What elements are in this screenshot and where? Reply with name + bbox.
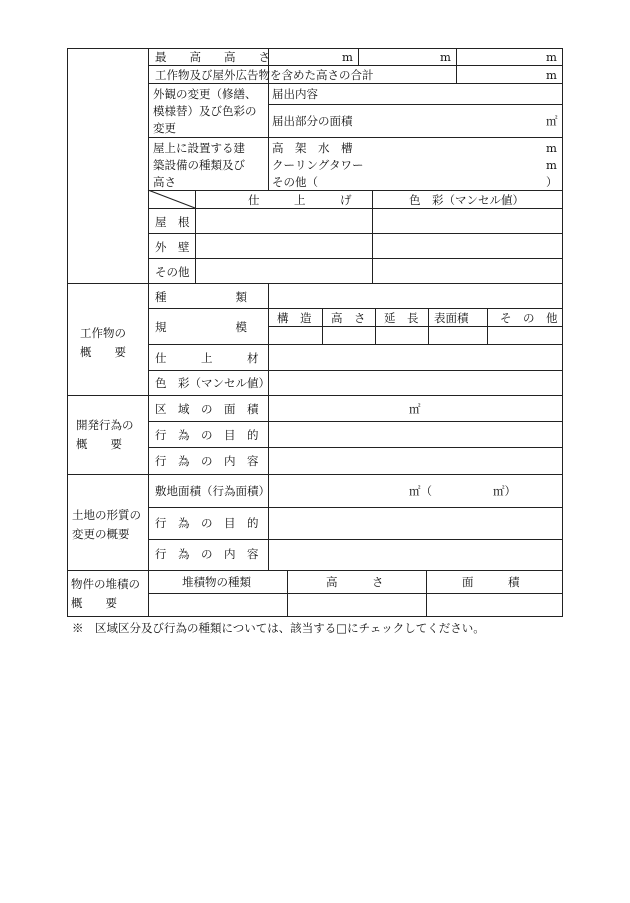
exterior-change-label: 外観の変更（修繕、 模様替）及び色彩の 変更 xyxy=(153,87,257,135)
scale-col-surface: 表面積 xyxy=(434,311,469,325)
unit-m: m xyxy=(546,68,557,82)
land-purpose-label: 行 為 の 目 的 xyxy=(155,516,259,530)
part-wall: 外 壁 xyxy=(155,240,190,254)
color-munsell-label: 色 彩（マンセル値） xyxy=(155,376,270,390)
deposit-height-header: 高 さ xyxy=(326,575,384,589)
finish-header: 仕 上 げ xyxy=(248,193,352,207)
deposit-area-header: 面 積 xyxy=(462,575,520,589)
scale-col-other: そ の 他 xyxy=(500,311,558,325)
area-label: 区 域 の 面 積 xyxy=(155,402,259,416)
footnote: ※ 区域区分及び行為の種類については、該当する□にチェックしてください。 xyxy=(72,621,485,635)
land-content-label: 行 為 の 内 容 xyxy=(155,547,259,561)
unit-m: m xyxy=(440,50,451,64)
development-title: 開発行為の 概 要 xyxy=(76,418,134,451)
rooftop-label: 屋上に設置する建 築設備の種類及び 高さ xyxy=(153,141,245,189)
deposit-title: 物件の堆積の 概 要 xyxy=(71,577,140,610)
rooftop-units: m m ） xyxy=(546,141,558,189)
total-height-label: 工作物及び屋外広告物を含めた高さの合計 xyxy=(155,68,374,82)
scale-col-structure: 構 造 xyxy=(277,311,312,325)
notification-content-label: 届出内容 xyxy=(272,87,318,101)
dev-content-label: 行 為 の 内 容 xyxy=(155,454,259,468)
structure-title: 工作物の 概 要 xyxy=(80,326,126,359)
type-label: 種 類 xyxy=(155,290,247,304)
part-roof: 屋 根 xyxy=(155,215,190,229)
scale-label: 規 模 xyxy=(155,320,247,334)
rooftop-items: 高 架 水 槽 クーリングタワー その他（ xyxy=(272,141,364,189)
unit-m2: ㎡ xyxy=(546,114,558,128)
scale-col-length: 延 長 xyxy=(384,311,419,325)
scale-col-height: 高 さ xyxy=(331,311,366,325)
land-title: 土地の形質の 変更の概要 xyxy=(72,508,141,541)
site-area-unit: ㎡（ xyxy=(409,484,432,498)
color-header: 色 彩（マンセル値） xyxy=(409,193,524,207)
site-area-unit2: ㎡） xyxy=(493,484,516,498)
site-area-label: 敷地面積（行為面積） xyxy=(155,484,270,498)
unit-m: m xyxy=(342,50,353,64)
unit-m: m xyxy=(546,50,557,64)
deposit-type-header: 堆積物の種類 xyxy=(182,575,251,589)
part-other: その他 xyxy=(155,265,190,279)
max-height-label: 最 高 高 さ xyxy=(155,50,270,64)
area-unit: ㎡ xyxy=(409,402,421,416)
finish-material-label: 仕 上 材 xyxy=(155,351,259,365)
notification-area-label: 届出部分の面積 xyxy=(272,114,353,128)
dev-purpose-label: 行 為 の 目 的 xyxy=(155,428,259,442)
